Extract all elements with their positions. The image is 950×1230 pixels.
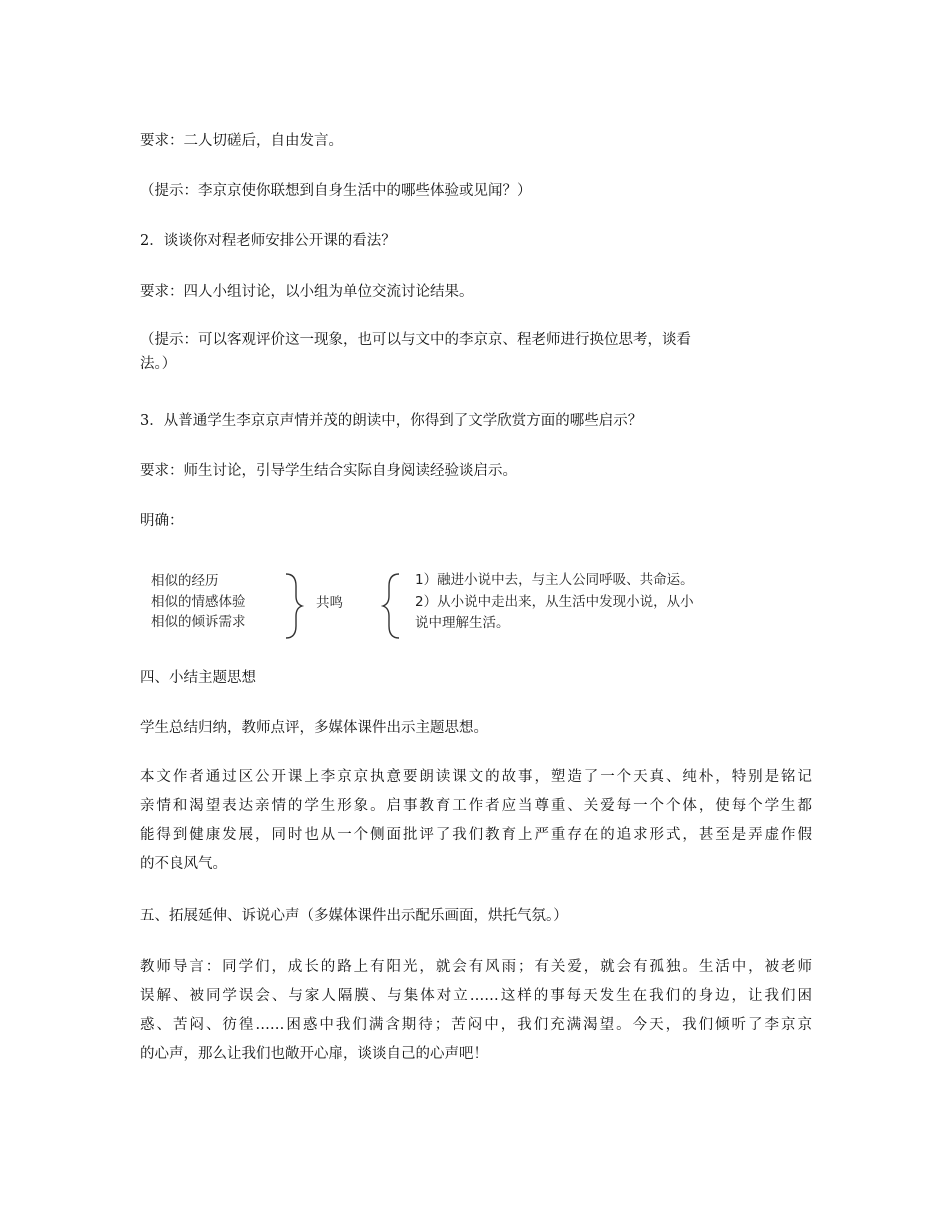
- question-3: 3．从普通学生李京京声情并茂的朗读中，你得到了文学欣赏方面的哪些启示？: [140, 413, 643, 429]
- section-4-paragraph: [140, 767, 812, 883]
- paragraph-line: 的不良风气。: [140, 856, 227, 872]
- paragraph-line: 能得到健康发展，同时也从一个侧面批评了我们教育上严重存在的追求形式，甚至是弄虚作假: [140, 827, 812, 843]
- left-item-2: 相似的情感体验: [151, 594, 246, 610]
- hint-evaluation: [140, 330, 780, 378]
- resonance-diagram: [145, 560, 745, 650]
- paragraph-line: 教师导言：同学们，成长的路上有阳光，就会有风雨；有关爱，就会有孤独。生活中，被老师: [140, 959, 812, 975]
- left-item-1: 相似的经历: [151, 573, 219, 589]
- section-4-heading: 四、小结主题思想: [140, 670, 256, 686]
- paragraph-line: 误解、被同学误会、与家人隔膜、与集体对立……这样的事每天发生在我们的身边，让我们困: [140, 988, 812, 1004]
- section-5-heading: 五、拓展延伸、诉说心声（多媒体课件出示配乐画面，烘托气氛。）: [140, 908, 568, 924]
- right-item-2: 2）从小说中走出来，从生活中发现小说，从小: [415, 594, 694, 610]
- section-4-intro: 学生总结归纳，教师点评，多媒体课件出示主题思想。: [140, 720, 488, 736]
- clarify-label: 明确：: [140, 513, 184, 529]
- paragraph-line: 惑、苦闷、彷徨……困惑中我们满含期待；苦闷中，我们充满渴望。今天，我们倾听了李京京: [140, 1017, 812, 1033]
- hint-evaluation-line-1: （提示：可以客观评价这一现象，也可以与文中的李京京、程老师进行换位思考，谈看: [140, 332, 691, 348]
- right-brace: [286, 574, 302, 638]
- left-brace: [383, 574, 399, 638]
- center-label: 共鸣: [316, 595, 343, 611]
- hint-evaluation-line-2: 法。）: [140, 356, 177, 372]
- paragraph-line: 亲情和渴望表达亲情的学生形象。启事教育工作者应当尊重、关爱每一个个体，使每个学生都: [140, 798, 812, 814]
- paragraph-line: 的心声，那么让我们也敞开心扉，谈谈自己的心声吧！: [140, 1046, 488, 1062]
- right-item-3: 说中理解生活。: [415, 615, 510, 631]
- paragraph-line: 本文作者通过区公开课上李京京执意要朗读课文的故事，塑造了一个天真、纯朴，特别是铭记: [140, 769, 812, 785]
- requirement-pair-discussion: 要求：二人切磋后，自由发言。: [140, 133, 343, 149]
- hint-association: （提示：李京京使你联想到自身生活中的哪些体验或见闻？）: [140, 183, 532, 199]
- left-item-3: 相似的倾诉需求: [151, 614, 246, 630]
- right-item-1: 1）融进小说中去，与主人公同呼吸、共命运。: [415, 572, 694, 588]
- requirement-teacher-student: 要求：师生讨论，引导学生结合实际自身阅读经验谈启示。: [140, 463, 517, 479]
- question-2: 2．谈谈你对程老师安排公开课的看法？: [140, 233, 396, 249]
- section-5-paragraph: [140, 957, 812, 1073]
- requirement-group-discussion: 要求：四人小组讨论，以小组为单位交流讨论结果。: [140, 284, 474, 300]
